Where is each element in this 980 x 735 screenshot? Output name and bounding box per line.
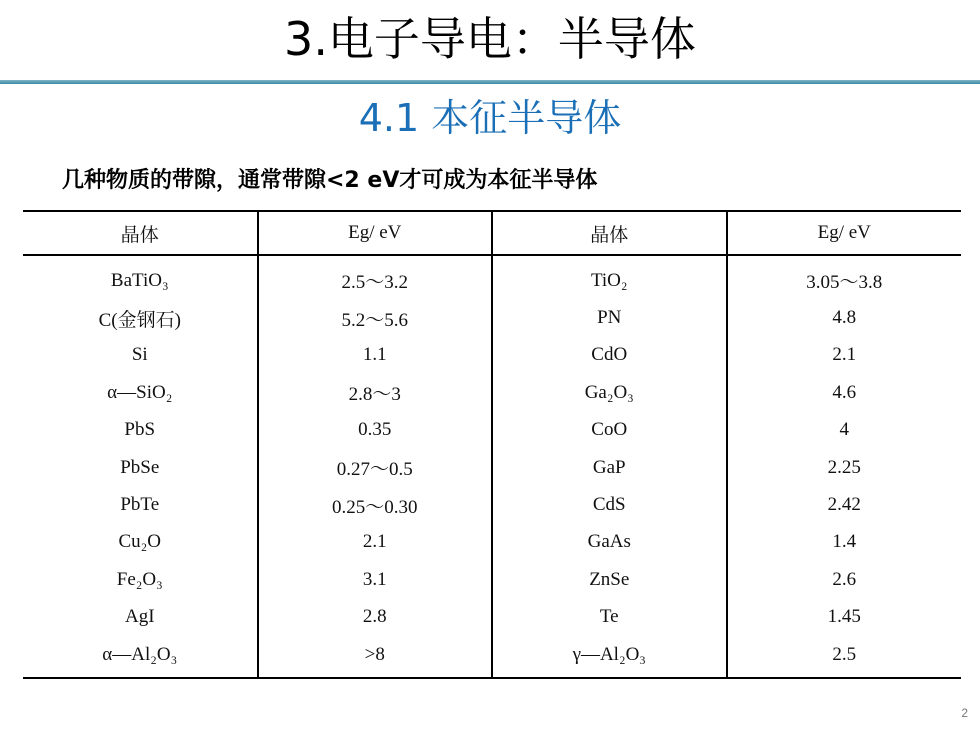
crystal-cell: CdO: [492, 337, 727, 374]
table-row: [23, 599, 961, 636]
bandgap-cell: 2.8: [258, 599, 493, 636]
crystal-cell: Fe₂O₃: [116, 568, 163, 590]
table-header-row: [23, 211, 961, 255]
bandgap-table: [23, 210, 961, 679]
header-crystal-right: 晶体: [492, 211, 727, 255]
bandgap-cell: 2.1: [258, 524, 493, 561]
bandgap-cell: 3.05～3.8: [727, 255, 962, 299]
crystal-cell: GaP: [492, 449, 727, 486]
bandgap-cell: 1.1: [258, 337, 493, 374]
bandgap-cell: 5.2～5.6: [258, 299, 493, 336]
table-row: [23, 299, 961, 336]
bandgap-cell: 2.5: [727, 636, 962, 678]
crystal-cell: ZnSe: [492, 561, 727, 598]
slide-title: 3.电子导电：半导体: [284, 12, 696, 66]
header-bandgap-left: Eg/ eV: [258, 211, 493, 255]
crystal-cell: γ—Al₂O₃: [492, 636, 727, 678]
bandgap-cell: 4: [727, 412, 962, 449]
table-row: [23, 412, 961, 449]
crystal-cell: Cu₂O: [118, 531, 162, 553]
page-number: 2: [961, 706, 968, 720]
table-caption: 几种物质的带隙，通常带隙<2 eV才可成为本征半导体: [62, 168, 598, 193]
table-row: [23, 449, 961, 486]
table-row: [23, 561, 961, 598]
crystal-cell: α—SiO₂: [107, 381, 173, 403]
crystal-cell: Te: [492, 599, 727, 636]
crystal-cell: PbTe: [120, 494, 160, 516]
crystal-cell: PbSe: [120, 456, 160, 478]
table-row: [23, 255, 961, 299]
bandgap-cell: 0.25～0.30: [258, 486, 493, 523]
crystal-cell: BaTiO₃: [110, 269, 169, 291]
header-crystal-left: 晶体: [23, 211, 258, 255]
table-row: [23, 524, 961, 561]
crystal-cell: Ga₂O₃: [492, 374, 727, 411]
crystal-cell: PN: [492, 299, 727, 336]
bandgap-cell: 2.1: [727, 337, 962, 374]
bandgap-cell: 0.27～0.5: [258, 449, 493, 486]
bandgap-cell: 2.8～3: [258, 374, 493, 411]
crystal-cell: C(金钢石): [98, 309, 181, 331]
bandgap-cell: 4.6: [727, 374, 962, 411]
crystal-cell: CdS: [492, 486, 727, 523]
table-row: [23, 486, 961, 523]
bandgap-cell: 1.45: [727, 599, 962, 636]
crystal-cell: α—Al₂O₃: [23, 636, 258, 678]
crystal-cell: AgI: [124, 606, 155, 628]
header-bandgap-right: Eg/ eV: [727, 211, 962, 255]
crystal-cell: CoO: [492, 412, 727, 449]
table-row: [23, 374, 961, 411]
bandgap-cell: 3.1: [258, 561, 493, 598]
bandgap-cell: 2.42: [727, 486, 962, 523]
bandgap-cell: >8: [258, 636, 493, 678]
table-row: [23, 337, 961, 374]
crystal-cell: Si: [131, 344, 148, 366]
title-divider: [0, 80, 980, 84]
bandgap-cell: 4.8: [727, 299, 962, 336]
crystal-cell: PbS: [124, 419, 156, 441]
bandgap-cell: 2.5～3.2: [258, 255, 493, 299]
bandgap-cell: 0.35: [258, 412, 493, 449]
table-row: [23, 636, 961, 678]
section-subtitle: 4.1 本征半导体: [358, 96, 622, 140]
crystal-cell: TiO₂: [492, 255, 727, 299]
bandgap-cell: 2.25: [727, 449, 962, 486]
crystal-cell: GaAs: [492, 524, 727, 561]
bandgap-cell: 1.4: [727, 524, 962, 561]
bandgap-cell: 2.6: [727, 561, 962, 598]
